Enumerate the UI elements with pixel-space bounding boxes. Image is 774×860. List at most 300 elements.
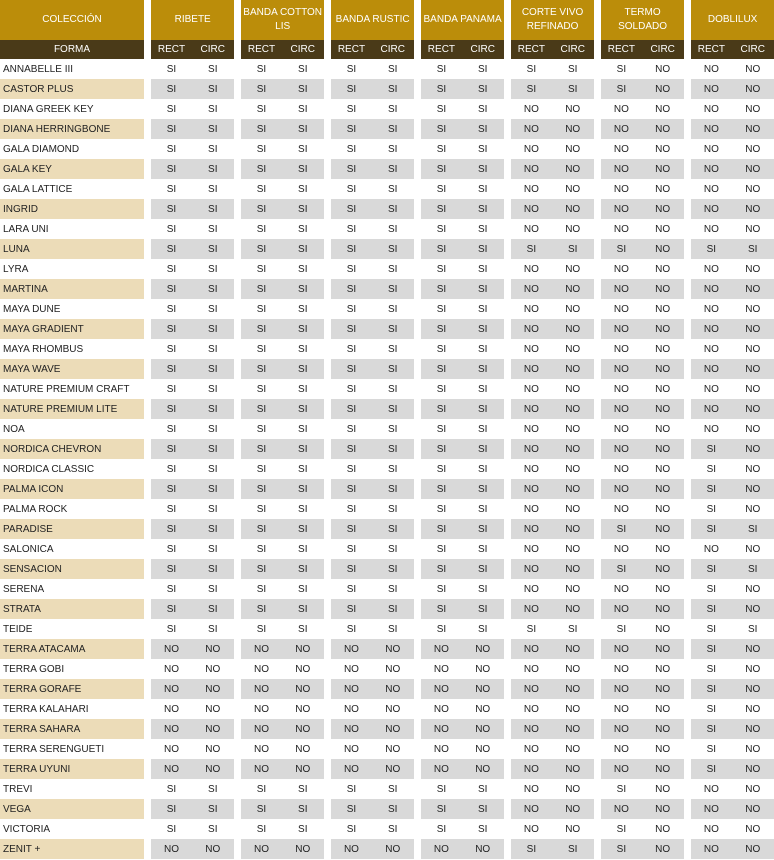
rect-availability-cell: NO xyxy=(601,419,641,439)
rect-availability-cell: SI xyxy=(421,279,461,299)
collection-name: GALA DIAMOND xyxy=(0,139,144,159)
rect-availability-cell: SI xyxy=(331,259,371,279)
rect-availability-cell: SI xyxy=(331,79,371,99)
table-row xyxy=(0,379,774,399)
column-gap xyxy=(414,259,421,279)
rect-availability-cell: NO xyxy=(601,659,641,679)
column-gap xyxy=(144,759,151,779)
circ-availability-cell: SI xyxy=(282,119,324,139)
rect-availability-cell: NO xyxy=(331,719,371,739)
circ-header: CIRC xyxy=(462,40,504,59)
column-gap xyxy=(594,119,601,139)
circ-availability-cell: SI xyxy=(462,539,504,559)
rect-availability-cell: SI xyxy=(331,179,371,199)
rect-availability-cell: NO xyxy=(601,539,641,559)
column-gap xyxy=(684,79,691,99)
rect-availability-cell: SI xyxy=(691,759,731,779)
circ-availability-cell: SI xyxy=(462,159,504,179)
column-gap xyxy=(234,819,241,839)
circ-availability-cell: SI xyxy=(372,279,414,299)
circ-availability-cell: SI xyxy=(282,559,324,579)
column-gap xyxy=(144,79,151,99)
column-gap xyxy=(414,479,421,499)
circ-availability-cell: SI xyxy=(462,819,504,839)
rect-availability-cell: SI xyxy=(151,119,191,139)
rect-availability-cell: NO xyxy=(241,659,281,679)
circ-availability-cell: SI xyxy=(282,599,324,619)
circ-availability-cell: NO xyxy=(642,659,684,679)
rect-availability-cell: SI xyxy=(691,659,731,679)
column-gap xyxy=(234,439,241,459)
table-row xyxy=(0,619,774,639)
circ-availability-cell: SI xyxy=(372,219,414,239)
circ-availability-cell: SI xyxy=(372,439,414,459)
column-gap xyxy=(324,79,331,99)
circ-availability-cell: NO xyxy=(642,779,684,799)
column-gap xyxy=(504,179,511,199)
column-gap xyxy=(324,759,331,779)
rect-availability-cell: SI xyxy=(691,519,731,539)
table-row xyxy=(0,759,774,779)
rect-availability-cell: SI xyxy=(151,419,191,439)
circ-availability-cell: NO xyxy=(552,699,594,719)
rect-availability-cell: SI xyxy=(331,319,371,339)
circ-availability-cell: SI xyxy=(192,419,234,439)
rect-availability-cell: NO xyxy=(241,679,281,699)
column-gap xyxy=(684,99,691,119)
rect-availability-cell: SI xyxy=(331,359,371,379)
column-gap xyxy=(324,639,331,659)
circ-availability-cell: NO xyxy=(282,639,324,659)
rect-availability-cell: NO xyxy=(691,279,731,299)
rect-availability-cell: SI xyxy=(151,139,191,159)
column-gap xyxy=(234,839,241,859)
rect-availability-cell: NO xyxy=(511,399,551,419)
rect-availability-cell: SI xyxy=(151,339,191,359)
column-gap xyxy=(144,559,151,579)
rect-availability-cell: NO xyxy=(601,699,641,719)
table-row xyxy=(0,559,774,579)
circ-availability-cell: NO xyxy=(642,699,684,719)
rect-availability-cell: SI xyxy=(151,539,191,559)
group-header-banda-rustic: BANDA RUSTIC xyxy=(331,0,414,40)
rect-availability-cell: NO xyxy=(241,759,281,779)
rect-availability-cell: SI xyxy=(241,279,281,299)
circ-availability-cell: NO xyxy=(192,679,234,699)
column-gap xyxy=(504,599,511,619)
rect-availability-cell: SI xyxy=(241,339,281,359)
circ-availability-cell: SI xyxy=(462,439,504,459)
column-gap xyxy=(144,619,151,639)
circ-availability-cell: SI xyxy=(372,199,414,219)
column-gap xyxy=(414,119,421,139)
rect-availability-cell: SI xyxy=(151,199,191,219)
column-gap xyxy=(684,419,691,439)
circ-availability-cell: SI xyxy=(372,479,414,499)
circ-header: CIRC xyxy=(731,40,774,59)
rect-availability-cell: NO xyxy=(601,739,641,759)
circ-availability-cell: NO xyxy=(552,299,594,319)
circ-availability-cell: NO xyxy=(642,239,684,259)
circ-availability-cell: NO xyxy=(642,119,684,139)
rect-availability-cell: SI xyxy=(421,379,461,399)
column-gap xyxy=(684,259,691,279)
column-gap xyxy=(414,519,421,539)
table-row xyxy=(0,139,774,159)
column-gap xyxy=(324,839,331,859)
rect-availability-cell: NO xyxy=(421,699,461,719)
circ-availability-cell: SI xyxy=(282,499,324,519)
collection-name: PARADISE xyxy=(0,519,144,539)
column-gap xyxy=(324,799,331,819)
circ-availability-cell: SI xyxy=(282,59,324,79)
column-gap xyxy=(684,219,691,239)
column-gap xyxy=(684,579,691,599)
column-gap xyxy=(504,279,511,299)
column-gap xyxy=(234,119,241,139)
column-gap xyxy=(684,479,691,499)
circ-availability-cell: SI xyxy=(462,359,504,379)
rect-availability-cell: SI xyxy=(421,499,461,519)
column-gap xyxy=(414,239,421,259)
column-gap xyxy=(234,379,241,399)
column-gap xyxy=(594,439,601,459)
circ-availability-cell: NO xyxy=(282,659,324,679)
column-gap xyxy=(144,419,151,439)
circ-availability-cell: NO xyxy=(192,699,234,719)
column-gap xyxy=(684,119,691,139)
circ-availability-cell: SI xyxy=(192,199,234,219)
column-gap xyxy=(234,539,241,559)
collection-name: PALMA ROCK xyxy=(0,499,144,519)
column-gap xyxy=(594,499,601,519)
rect-availability-cell: SI xyxy=(601,839,641,859)
column-gap xyxy=(144,779,151,799)
circ-availability-cell: SI xyxy=(192,179,234,199)
circ-availability-cell: SI xyxy=(192,779,234,799)
circ-availability-cell: NO xyxy=(552,539,594,559)
column-gap xyxy=(504,199,511,219)
collection-name: TEIDE xyxy=(0,619,144,639)
column-gap xyxy=(504,519,511,539)
rect-availability-cell: NO xyxy=(241,839,281,859)
column-gap xyxy=(234,519,241,539)
table-row xyxy=(0,99,774,119)
table-row xyxy=(0,699,774,719)
circ-availability-cell: SI xyxy=(192,79,234,99)
group-header-doblilux: DOBLILUX xyxy=(691,0,774,40)
column-gap xyxy=(504,639,511,659)
rect-availability-cell: NO xyxy=(421,679,461,699)
rect-availability-cell: SI xyxy=(421,199,461,219)
rect-availability-cell: NO xyxy=(511,279,551,299)
column-gap xyxy=(504,839,511,859)
rect-availability-cell: NO xyxy=(691,119,731,139)
circ-availability-cell: SI xyxy=(282,239,324,259)
rect-availability-cell: SI xyxy=(241,159,281,179)
column-gap xyxy=(234,159,241,179)
circ-availability-cell: NO xyxy=(372,699,414,719)
rect-availability-cell: SI xyxy=(421,359,461,379)
rect-availability-cell: SI xyxy=(151,319,191,339)
circ-availability-cell: NO xyxy=(372,659,414,679)
circ-availability-cell: SI xyxy=(192,279,234,299)
rect-availability-cell: NO xyxy=(511,739,551,759)
collection-name: TERRA UYUNI xyxy=(0,759,144,779)
column-gap xyxy=(504,239,511,259)
rect-availability-cell: SI xyxy=(511,239,551,259)
table-row xyxy=(0,179,774,199)
rect-availability-cell: SI xyxy=(151,99,191,119)
column-gap xyxy=(144,359,151,379)
table-row xyxy=(0,519,774,539)
circ-availability-cell: NO xyxy=(731,379,774,399)
collection-name: VEGA xyxy=(0,799,144,819)
rect-availability-cell: NO xyxy=(691,779,731,799)
circ-availability-cell: SI xyxy=(462,299,504,319)
column-gap xyxy=(594,659,601,679)
rect-availability-cell: SI xyxy=(421,219,461,239)
circ-availability-cell: SI xyxy=(731,619,774,639)
rect-availability-cell: SI xyxy=(691,579,731,599)
column-gap xyxy=(414,739,421,759)
rect-availability-cell: SI xyxy=(241,819,281,839)
rect-availability-cell: NO xyxy=(511,479,551,499)
column-gap xyxy=(144,219,151,239)
circ-availability-cell: SI xyxy=(462,219,504,239)
circ-availability-cell: SI xyxy=(372,339,414,359)
column-gap xyxy=(504,119,511,139)
rect-availability-cell: SI xyxy=(601,79,641,99)
circ-availability-cell: SI xyxy=(282,439,324,459)
rect-availability-cell: SI xyxy=(421,299,461,319)
circ-availability-cell: SI xyxy=(462,459,504,479)
column-gap xyxy=(324,279,331,299)
column-gap xyxy=(324,539,331,559)
rect-availability-cell: NO xyxy=(241,739,281,759)
rect-availability-cell: SI xyxy=(241,599,281,619)
column-gap xyxy=(414,99,421,119)
column-gap xyxy=(144,599,151,619)
column-gap xyxy=(144,459,151,479)
collection-name: LUNA xyxy=(0,239,144,259)
circ-availability-cell: NO xyxy=(552,179,594,199)
rect-availability-cell: SI xyxy=(151,499,191,519)
rect-availability-cell: SI xyxy=(241,199,281,219)
column-gap xyxy=(594,79,601,99)
rect-header: RECT xyxy=(241,40,281,59)
column-gap xyxy=(234,619,241,639)
circ-availability-cell: SI xyxy=(282,139,324,159)
rect-availability-cell: SI xyxy=(421,819,461,839)
rect-availability-cell: NO xyxy=(151,839,191,859)
circ-availability-cell: NO xyxy=(642,439,684,459)
column-gap xyxy=(324,359,331,379)
rect-availability-cell: SI xyxy=(331,159,371,179)
column-gap xyxy=(324,739,331,759)
column-gap xyxy=(144,339,151,359)
table-row xyxy=(0,399,774,419)
table-row xyxy=(0,159,774,179)
column-gap xyxy=(234,479,241,499)
rect-availability-cell: NO xyxy=(151,759,191,779)
column-gap xyxy=(594,59,601,79)
column-gap xyxy=(234,499,241,519)
column-gap xyxy=(414,579,421,599)
circ-availability-cell: SI xyxy=(372,79,414,99)
collection-name: ZENIT + xyxy=(0,839,144,859)
circ-availability-cell: NO xyxy=(731,339,774,359)
column-gap xyxy=(144,719,151,739)
rect-availability-cell: NO xyxy=(511,799,551,819)
circ-availability-cell: SI xyxy=(192,819,234,839)
rect-availability-cell: SI xyxy=(691,739,731,759)
circ-availability-cell: NO xyxy=(552,459,594,479)
collection-name: TREVI xyxy=(0,779,144,799)
rect-availability-cell: SI xyxy=(421,159,461,179)
table-row xyxy=(0,799,774,819)
rect-availability-cell: NO xyxy=(511,139,551,159)
rect-availability-cell: NO xyxy=(691,219,731,239)
circ-availability-cell: NO xyxy=(642,559,684,579)
circ-availability-cell: NO xyxy=(552,339,594,359)
rect-availability-cell: SI xyxy=(421,59,461,79)
collection-name: MAYA GRADIENT xyxy=(0,319,144,339)
column-gap xyxy=(414,599,421,619)
column-gap xyxy=(684,439,691,459)
circ-availability-cell: SI xyxy=(372,179,414,199)
rect-availability-cell: NO xyxy=(691,179,731,199)
circ-availability-cell: SI xyxy=(372,139,414,159)
rect-availability-cell: NO xyxy=(601,719,641,739)
circ-availability-cell: SI xyxy=(462,119,504,139)
circ-availability-cell: SI xyxy=(462,419,504,439)
collection-name: SERENA xyxy=(0,579,144,599)
circ-availability-cell: SI xyxy=(192,139,234,159)
circ-availability-cell: NO xyxy=(642,319,684,339)
column-gap xyxy=(324,139,331,159)
column-gap xyxy=(414,839,421,859)
circ-availability-cell: NO xyxy=(552,359,594,379)
column-gap xyxy=(234,679,241,699)
column-gap xyxy=(414,279,421,299)
column-gap xyxy=(324,399,331,419)
circ-availability-cell: SI xyxy=(192,399,234,419)
rect-availability-cell: SI xyxy=(241,779,281,799)
circ-availability-cell: SI xyxy=(192,119,234,139)
collection-name: NORDICA CHEVRON xyxy=(0,439,144,459)
circ-availability-cell: SI xyxy=(372,399,414,419)
column-gap xyxy=(324,59,331,79)
rect-availability-cell: SI xyxy=(241,139,281,159)
rect-availability-cell: SI xyxy=(151,359,191,379)
rect-availability-cell: SI xyxy=(421,439,461,459)
column-gap xyxy=(504,219,511,239)
column-gap xyxy=(594,639,601,659)
column-gap xyxy=(504,319,511,339)
rect-availability-cell: SI xyxy=(151,299,191,319)
column-gap xyxy=(414,139,421,159)
table-row xyxy=(0,659,774,679)
rect-availability-cell: SI xyxy=(421,319,461,339)
column-gap xyxy=(234,579,241,599)
column-gap xyxy=(414,459,421,479)
column-gap xyxy=(144,739,151,759)
column-gap xyxy=(324,679,331,699)
circ-availability-cell: NO xyxy=(552,739,594,759)
shape-header: FORMA xyxy=(0,40,144,59)
rect-availability-cell: NO xyxy=(601,279,641,299)
column-gap xyxy=(504,539,511,559)
rect-availability-cell: SI xyxy=(241,99,281,119)
rect-availability-cell: SI xyxy=(601,59,641,79)
circ-availability-cell: SI xyxy=(282,579,324,599)
column-gap xyxy=(414,199,421,219)
circ-availability-cell: SI xyxy=(731,239,774,259)
rect-availability-cell: NO xyxy=(421,739,461,759)
column-gap xyxy=(594,679,601,699)
circ-availability-cell: NO xyxy=(731,279,774,299)
circ-availability-cell: NO xyxy=(642,799,684,819)
rect-availability-cell: NO xyxy=(331,659,371,679)
circ-availability-cell: SI xyxy=(192,339,234,359)
rect-availability-cell: NO xyxy=(511,579,551,599)
rect-availability-cell: SI xyxy=(601,239,641,259)
circ-availability-cell: SI xyxy=(462,579,504,599)
column-gap xyxy=(684,719,691,739)
column-gap xyxy=(324,499,331,519)
rect-availability-cell: NO xyxy=(601,599,641,619)
column-gap xyxy=(324,579,331,599)
circ-availability-cell: SI xyxy=(282,159,324,179)
collection-name: CASTOR PLUS xyxy=(0,79,144,99)
table-row xyxy=(0,579,774,599)
circ-availability-cell: NO xyxy=(642,279,684,299)
rect-header: RECT xyxy=(421,40,461,59)
circ-availability-cell: NO xyxy=(642,299,684,319)
circ-availability-cell: SI xyxy=(372,59,414,79)
column-gap xyxy=(324,779,331,799)
column-gap xyxy=(594,179,601,199)
rect-availability-cell: SI xyxy=(331,519,371,539)
column-gap xyxy=(594,419,601,439)
column-gap xyxy=(234,259,241,279)
circ-availability-cell: NO xyxy=(552,199,594,219)
rect-availability-cell: SI xyxy=(151,379,191,399)
column-gap xyxy=(324,159,331,179)
circ-availability-cell: NO xyxy=(552,479,594,499)
rect-availability-cell: NO xyxy=(511,779,551,799)
group-header-termo-soldado: TERMO SOLDADO xyxy=(601,0,684,40)
rect-availability-cell: SI xyxy=(511,619,551,639)
table-row xyxy=(0,259,774,279)
circ-availability-cell: NO xyxy=(282,719,324,739)
collection-name: NATURE PREMIUM CRAFT xyxy=(0,379,144,399)
rect-availability-cell: NO xyxy=(151,739,191,759)
column-gap xyxy=(504,579,511,599)
group-header-banda-cotton-lis: BANDA COTTON LIS xyxy=(241,0,324,40)
column-gap xyxy=(414,779,421,799)
circ-availability-cell: SI xyxy=(372,419,414,439)
circ-availability-cell: SI xyxy=(462,799,504,819)
column-gap xyxy=(144,99,151,119)
column-gap xyxy=(324,519,331,539)
circ-availability-cell: NO xyxy=(282,699,324,719)
column-gap xyxy=(414,359,421,379)
circ-availability-cell: SI xyxy=(282,259,324,279)
column-gap xyxy=(144,579,151,599)
collection-name: LARA UNI xyxy=(0,219,144,239)
